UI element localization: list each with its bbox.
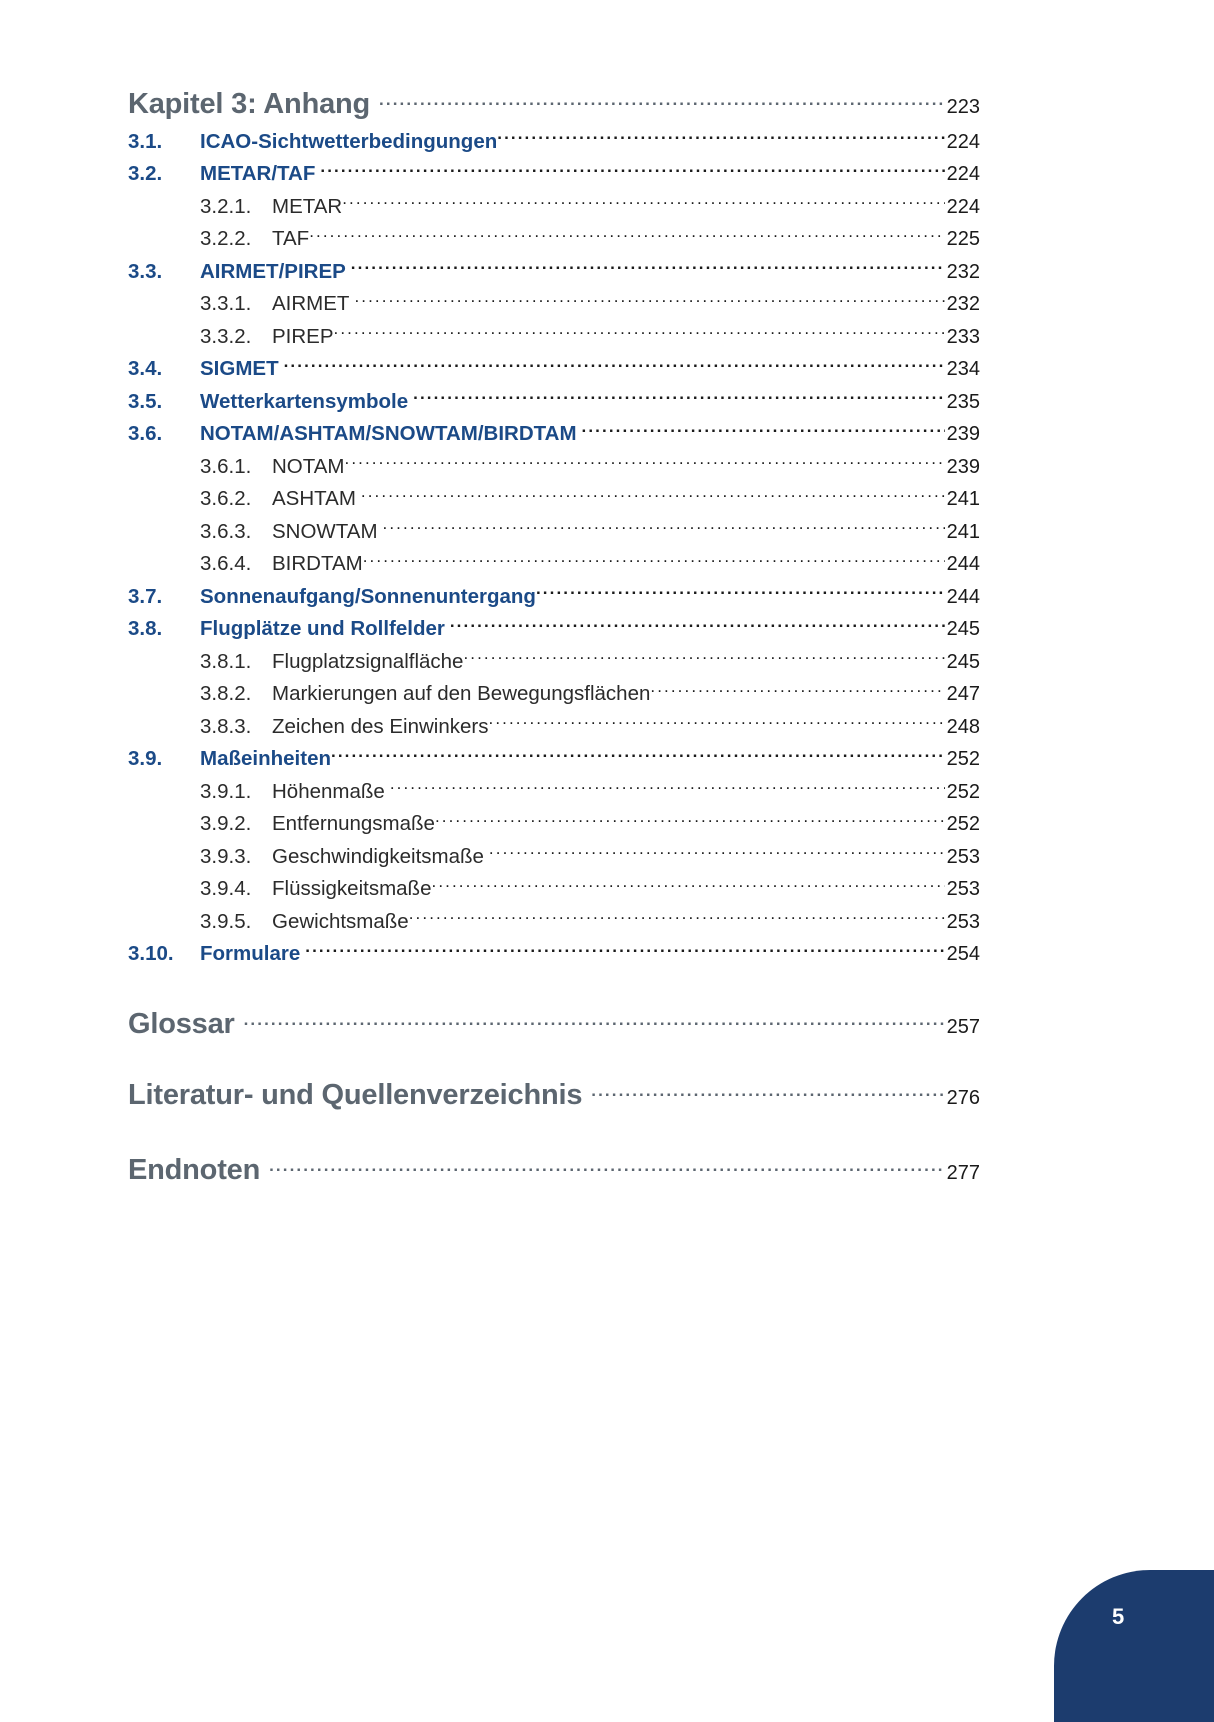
- toc-entry-title[interactable]: NOTAM: [272, 454, 345, 478]
- toc-dot-leader: [390, 777, 945, 798]
- toc-entry-number: 3.8.3.: [200, 714, 252, 738]
- toc-dot-leader: [432, 875, 945, 896]
- toc-entry[interactable]: [128, 550, 980, 577]
- toc-entry[interactable]: [128, 517, 980, 544]
- toc-entry[interactable]: [128, 452, 980, 479]
- toc-dot-leader: [354, 290, 944, 311]
- toc-entry-title[interactable]: METAR: [272, 194, 343, 218]
- toc-entry-page: 253: [946, 878, 980, 900]
- toc-entry-page: 235: [946, 390, 980, 413]
- toc-entry-number: 3.9.2.: [200, 812, 252, 835]
- toc-entry-page: 253: [946, 910, 980, 933]
- toc-entry[interactable]: [128, 810, 980, 837]
- toc-dot-leader: [320, 160, 944, 181]
- toc-entry[interactable]: [128, 907, 980, 934]
- toc-entry-number: 3.6.4.: [200, 552, 252, 575]
- toc-entry[interactable]: [128, 777, 980, 804]
- toc-entry-page: 224: [946, 130, 980, 153]
- toc-dot-leader: [269, 1150, 944, 1179]
- toc-dot-leader: [497, 127, 944, 148]
- toc-entry-title[interactable]: AIRMET/PIREP: [200, 259, 346, 283]
- toc-entry-page: 245: [946, 618, 980, 640]
- toc-entry[interactable]: [128, 420, 980, 447]
- toc-entry-title[interactable]: Formulare: [200, 942, 301, 965]
- toc-entry-page: 225: [946, 228, 980, 250]
- toc-entry-page: 224: [946, 195, 980, 218]
- toc-entry-title[interactable]: Sonnenaufgang/Sonnenuntergang: [200, 584, 536, 608]
- toc-entry[interactable]: [128, 745, 980, 772]
- toc-dot-leader: [363, 550, 945, 571]
- toc-entry-page: 247: [946, 683, 980, 705]
- toc-dot-leader: [489, 712, 945, 733]
- toc-entry-page: 245: [946, 650, 980, 673]
- toc-dot-leader: [435, 810, 945, 831]
- toc-entry-page: 224: [946, 163, 980, 185]
- page-number-label: 5: [1112, 1604, 1125, 1629]
- toc-dot-leader: [351, 257, 945, 278]
- toc-entry-page: 232: [946, 293, 980, 315]
- toc-entry-title[interactable]: Glossar: [128, 1008, 235, 1040]
- toc-entry-page: 232: [946, 260, 980, 283]
- toc-entry-page: 252: [946, 748, 980, 770]
- toc-entry[interactable]: [128, 290, 980, 317]
- toc-entry[interactable]: [128, 127, 980, 154]
- toc-entry-title[interactable]: Kapitel 3: Anhang: [128, 88, 371, 120]
- toc-entry-title[interactable]: ICAO-Sichtwetterbedingungen: [200, 129, 498, 153]
- toc-entry-number: 3.9.: [128, 747, 163, 770]
- toc-entry-title[interactable]: BIRDTAM: [272, 552, 363, 575]
- toc-dot-leader: [489, 842, 945, 863]
- toc-entry-title[interactable]: Höhenmaße: [272, 779, 385, 803]
- toc-entry-number: 3.6.: [128, 422, 163, 445]
- toc-entry-title[interactable]: NOTAM/ASHTAM/SNOWTAM/BIRDTAM: [200, 422, 577, 445]
- toc-dot-leader: [334, 322, 945, 343]
- toc-entry[interactable]: [128, 387, 980, 414]
- toc-entry-number: 3.6.2.: [200, 487, 252, 510]
- toc-entry-number: 3.2.: [128, 162, 163, 185]
- toc-entry[interactable]: [128, 1004, 980, 1041]
- toc-entry-title[interactable]: PIREP: [272, 324, 334, 348]
- page-number-badge: [1054, 1570, 1214, 1722]
- toc-entry-title[interactable]: TAF: [272, 227, 310, 250]
- toc-dot-leader: [650, 680, 944, 701]
- toc-entry-page: 252: [946, 813, 980, 835]
- toc-entry-number: 3.9.4.: [200, 877, 252, 900]
- toc-entry-title[interactable]: METAR/TAF: [200, 162, 316, 185]
- toc-entry-number: 3.9.3.: [200, 844, 252, 868]
- toc-entry-number: 3.4.: [128, 357, 163, 380]
- toc-entry-number: 3.3.: [128, 259, 163, 283]
- toc-entry-page: 254: [946, 943, 980, 965]
- toc-entry-number: 3.8.1.: [200, 649, 252, 673]
- toc-entry-number: 3.10.: [128, 942, 174, 965]
- toc-entry-page: 253: [946, 845, 980, 868]
- toc-dot-leader: [361, 485, 945, 506]
- toc-entry-page: 244: [946, 585, 980, 608]
- toc-entry[interactable]: [128, 712, 980, 739]
- toc-entry[interactable]: [128, 842, 980, 869]
- toc-dot-leader: [379, 84, 944, 113]
- toc-entry[interactable]: [128, 647, 980, 674]
- toc-entry-page: 239: [946, 423, 980, 445]
- toc-entry[interactable]: [128, 875, 980, 902]
- toc-entry-page: 248: [946, 715, 980, 738]
- toc-entry-number: 3.9.5.: [200, 909, 252, 933]
- toc-dot-leader: [413, 387, 945, 408]
- toc-entry[interactable]: [128, 192, 980, 219]
- toc-entry-title[interactable]: Entfernungsmaße: [272, 812, 435, 835]
- toc-entry[interactable]: [128, 582, 980, 609]
- toc-entry[interactable]: [128, 160, 980, 187]
- toc-entry[interactable]: [128, 680, 980, 707]
- toc-entry-title[interactable]: Gewichtsmaße: [272, 909, 409, 933]
- toc-dot-leader: [244, 1004, 944, 1033]
- toc-entry-number: 3.6.3.: [200, 519, 252, 543]
- toc-entry-title[interactable]: Flugplätze und Rollfelder: [200, 617, 445, 640]
- toc-entry[interactable]: [128, 257, 980, 284]
- toc-entry-title[interactable]: Geschwindigkeitsmaße: [272, 844, 484, 868]
- toc-dot-leader: [409, 907, 945, 928]
- toc-dot-leader: [450, 615, 945, 636]
- toc-entry-page: 257: [946, 1016, 980, 1038]
- toc-entry-title[interactable]: Flüssigkeitsmaße: [272, 877, 432, 900]
- toc-entry[interactable]: [128, 1075, 980, 1112]
- toc-dot-leader: [331, 745, 945, 766]
- toc-entry[interactable]: [128, 322, 980, 349]
- toc-dot-leader: [345, 452, 945, 473]
- toc-dot-leader: [582, 420, 945, 441]
- toc-entry-title[interactable]: Wetterkartensymbole: [200, 389, 409, 413]
- toc-dot-leader: [536, 582, 945, 603]
- toc-entry-page: 241: [946, 520, 980, 543]
- toc-entry[interactable]: [128, 225, 980, 252]
- toc-entry-number: 3.5.: [128, 389, 163, 413]
- toc-entry-title[interactable]: ASHTAM: [272, 487, 356, 510]
- toc-entry-page: 234: [946, 358, 980, 380]
- toc-entry[interactable]: [128, 485, 980, 512]
- toc-entry-title[interactable]: AIRMET: [272, 292, 350, 315]
- toc-entry-page: 252: [946, 780, 980, 803]
- toc-entry-title[interactable]: Literatur- und Quellenverzeichnis: [128, 1079, 583, 1111]
- toc-entry-number: 3.3.2.: [200, 324, 252, 348]
- toc-entry-number: 3.8.2.: [200, 682, 252, 705]
- toc-entry-title[interactable]: Endnoten: [128, 1154, 261, 1186]
- toc-entry-number: 3.3.1.: [200, 292, 252, 315]
- toc-dot-leader: [383, 517, 945, 538]
- toc-entry-title[interactable]: SIGMET: [200, 357, 279, 380]
- toc-dot-leader: [342, 192, 944, 213]
- toc-dot-leader: [305, 940, 944, 961]
- toc-entry-page: 276: [946, 1087, 980, 1109]
- toc-entry-number: 3.1.: [128, 129, 163, 153]
- toc-entry[interactable]: [128, 615, 980, 642]
- toc-dot-leader: [309, 225, 944, 246]
- toc-entry[interactable]: [128, 355, 980, 382]
- table-of-contents: [128, 84, 980, 1187]
- toc-entry-number: 3.7.: [128, 584, 163, 608]
- toc-dot-leader: [463, 647, 944, 668]
- toc-entry-number: 3.8.: [128, 617, 163, 640]
- toc-entry-page: 223: [946, 96, 980, 118]
- toc-entry-page: 233: [946, 325, 980, 348]
- toc-entry-page: 244: [946, 553, 980, 575]
- toc-entry-number: 3.6.1.: [200, 454, 252, 478]
- toc-entry-title[interactable]: Markierungen auf den Bewegungsflächen: [272, 682, 651, 705]
- toc-entry-number: 3.9.1.: [200, 779, 252, 803]
- toc-entry-title[interactable]: SNOWTAM: [272, 519, 378, 543]
- toc-dot-leader: [284, 355, 945, 376]
- toc-entry[interactable]: [128, 1150, 980, 1187]
- toc-entry-number: 3.2.2.: [200, 227, 252, 250]
- toc-entry[interactable]: [128, 940, 980, 967]
- toc-entry-title[interactable]: Flugplatzsignalfläche: [272, 649, 464, 673]
- toc-entry[interactable]: [128, 84, 980, 121]
- toc-entry-title[interactable]: Zeichen des Einwinkers: [272, 714, 489, 738]
- toc-entry-title[interactable]: Maßeinheiten: [200, 747, 331, 770]
- toc-entry-page: 241: [946, 488, 980, 510]
- toc-entry-page: 239: [946, 455, 980, 478]
- toc-entry-number: 3.2.1.: [200, 194, 252, 218]
- toc-entry-page: 277: [946, 1162, 980, 1184]
- toc-dot-leader: [591, 1075, 943, 1104]
